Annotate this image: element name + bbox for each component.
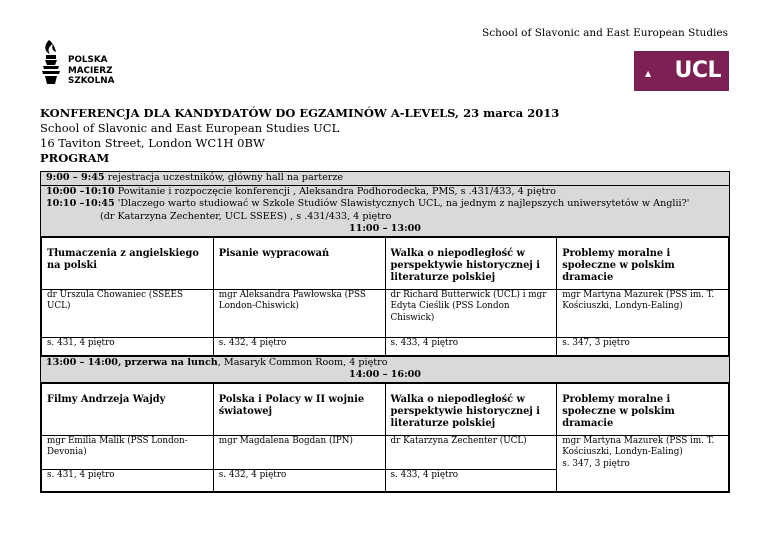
s2-col3-room: s. 433, 4 piętro	[385, 469, 557, 491]
pms-logo-text: POLSKA MACIERZ SZKOLNA	[68, 55, 115, 86]
s1-col4-person: mgr Martyna Mazurek (PSS im. T. Kościuszki, Londyn-Ealing)	[557, 289, 729, 337]
address-line: 16 Taviton Street, London WC1H 0BW	[40, 136, 265, 150]
session1-grid	[41, 237, 729, 356]
s1-col2-title: Pisanie wypracowań	[213, 237, 385, 289]
opening-row: 10:00 –10:10 Powitanie i rozpoczęcie konferencji , Aleksandra Podhorodecka, PMS, s .431/433, 4 piętro 10:10 –10:45 'Dlaczego warto studiować w Szkole Studiów Slawistycznych UCL, na jednym z najlepszych uniwersytetów w Anglii?' (dr Katarzyna Zechenter, UCL SSEES) , s .431/433, 4 piętro 11:00 – 13:00	[41, 185, 730, 236]
s2-col3-title: Walka o niepodległość w perspektywie historycznej i literaturze polskiej	[385, 383, 557, 435]
s1-col3-person: dr Richard Butterwick (UCL) i mgr Edyta Cieślik (PSS London Chiswick)	[385, 289, 557, 337]
s1-col3-room: s. 433, 4 piętro	[385, 337, 557, 355]
title-block	[40, 106, 559, 166]
session1-time: 11:00 – 13:00	[349, 223, 421, 234]
session2-time: 14:00 – 16:00	[349, 369, 421, 380]
s2-col1-title: Filmy Andrzeja Wajdy	[42, 383, 214, 435]
venue-line: School of Slavonic and East European Studies UCL	[40, 121, 340, 135]
s2-col1-person: mgr Emilia Malik (PSS London-Devonia)	[42, 435, 214, 469]
session2-row	[41, 382, 730, 492]
s1-col2-person: mgr Aleksandra Pawłowska (PSS London-Chiswick)	[213, 289, 385, 337]
ucl-logo: ▲ UCL	[634, 51, 729, 91]
s1-col4-room: s. 347, 3 piętro	[557, 337, 729, 355]
s1-col1-room: s. 431, 4 piętro	[42, 337, 214, 355]
s2-col4-person-room: mgr Martyna Mazurek (PSS im. T. Kościuszki, Londyn-Ealing) s. 347, 3 piętro	[557, 435, 729, 491]
registration-row: 9:00 – 9:45 rejestracja uczestników, główny hall na parterze	[41, 172, 730, 186]
ucl-portico-icon: ▲	[645, 69, 652, 78]
program-table	[40, 171, 730, 493]
conference-title: KONFERENCJA DLA KANDYDATÓW DO EGZAMINÓW A-LEVELS, 23 marca 2013	[40, 106, 560, 120]
lunch-row: 13:00 – 14:00, przerwa na lunch, Masaryk Common Room, 4 piętro 14:00 – 16:00	[41, 356, 730, 382]
s1-col2-room: s. 432, 4 piętro	[213, 337, 385, 355]
s2-col4-title: Problemy moralne i społeczne w polskim dramacie	[557, 383, 729, 435]
session2-grid	[41, 383, 729, 492]
s2-col2-person: mgr Magdalena Bogdan (IPN)	[213, 435, 385, 469]
s2-col3-person: dr Katarzyna Zechenter (UCL)	[385, 435, 557, 469]
s1-col1-title: Tłumaczenia z angielskiego na polski	[42, 237, 214, 289]
s1-col4-title: Problemy moralne i społeczne w polskim dramacie	[557, 237, 729, 289]
s2-col2-title: Polska i Polacy w II wojnie światowej	[213, 383, 385, 435]
program-heading: PROGRAM	[40, 151, 110, 165]
session1-row	[41, 236, 730, 356]
s2-col1-room: s. 431, 4 piętro	[42, 469, 214, 491]
header-school-name: School of Slavonic and East European Studies	[482, 27, 728, 39]
s2-col2-room: s. 432, 4 piętro	[213, 469, 385, 491]
s1-col1-person: dr Urszula Chowaniec (SSEES UCL)	[42, 289, 214, 337]
s1-col3-title: Walka o niepodległość w perspektywie historycznej i literaturze polskiej	[385, 237, 557, 289]
